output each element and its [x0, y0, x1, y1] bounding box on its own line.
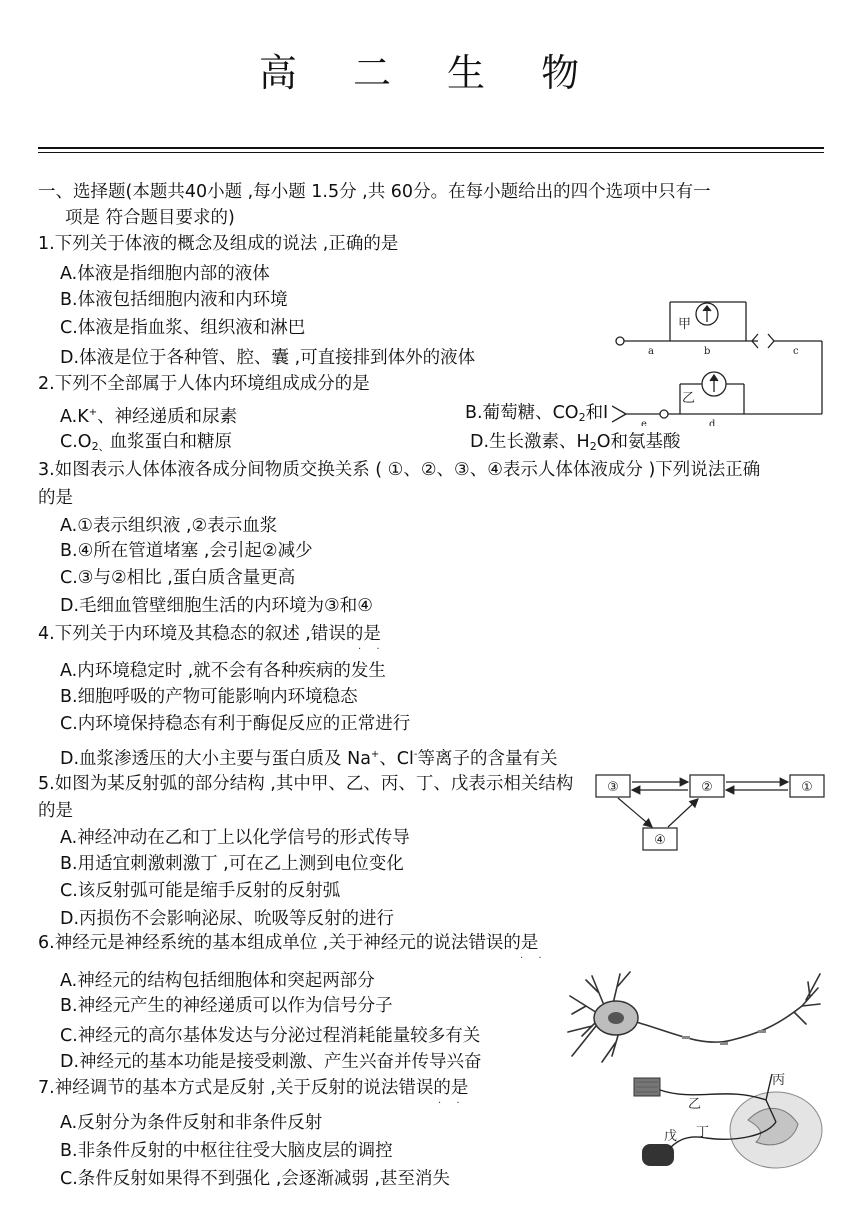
label-d: d — [709, 419, 716, 426]
q1-option-d: D.体液是位于各种管、腔、囊 ,可直接排到体外的液体 — [60, 348, 476, 368]
q4-option-d: D.血浆渗透压的大小主要与蛋白质及 Na+、Cl-等离子的含量有关 — [60, 749, 558, 769]
q5-stem-cont: 的是 — [38, 801, 73, 821]
emphasis-dots: · · — [358, 644, 386, 655]
q5-option-b: B.用适宜刺激刺激丁 ,可在乙上测到电位变化 — [60, 854, 404, 874]
q4-option-c: C.内环境保持稳态有利于酶促反应的正常进行 — [60, 714, 411, 734]
label-b: b — [704, 346, 711, 357]
q2-option-c: $C.O_{2、}$血浆蛋白和糖原 — [60, 432, 233, 453]
q7-stem: 7.神经调节的基本方式是反射 ,关于反射的说法错误的是 — [38, 1078, 469, 1098]
q3-stem: 3.如图表示人体体液各成分间物质交换关系 ( ①、②、③、④表示人体体液成分 )下列说法正确 — [38, 460, 761, 480]
nerve-circuit-figure — [612, 296, 826, 426]
neuron-figure — [562, 966, 824, 1076]
label-e: e — [641, 419, 647, 426]
q1-stem: 1.下列关于体液的概念及组成的说法 ,正确的是 — [38, 234, 399, 254]
q1-option-c: C.体液是指血浆、组织液和淋巴 — [60, 318, 306, 338]
q2-option-a: A.K+、神经递质和尿素 — [60, 407, 238, 427]
title-rule-thick — [38, 147, 824, 149]
q6-option-a: A.神经元的结构包括细胞体和突起两部分 — [60, 971, 375, 991]
q6-option-c: C.神经元的高尔基体发达与分泌过程消耗能量较多有关 — [60, 1026, 481, 1046]
fluid-label-2: ② — [701, 780, 713, 795]
fiber-end-circle — [616, 337, 624, 345]
label-jia: 甲 — [678, 317, 692, 332]
emphasis-dots: · · — [520, 953, 548, 964]
q3-stem-cont: 的是 — [38, 488, 73, 508]
nucleus — [608, 1012, 624, 1024]
q3-option-c: C.③与②相比 ,蛋白质含量更高 — [60, 568, 296, 588]
q1-option-a: A.体液是指细胞内部的液体 — [60, 264, 270, 284]
q2-option-b: B.葡萄糖、$CO_2$和Ⅰ — [465, 403, 609, 424]
title-rule-thin — [38, 152, 824, 153]
q2-option-d: D.生长激素、$H_2O$和氨基酸 — [470, 432, 681, 453]
section-heading: 一、选择题(本题共40小题 ,每小题 1.5分 ,共 60分。在每小题给出的四个选项中只有一 — [38, 182, 711, 202]
q5-option-d: D.丙损伤不会影响泌尿、吮吸等反射的进行 — [60, 909, 395, 929]
q3-option-a: A.①表示组织液 ,②表示血浆 — [60, 516, 278, 536]
q1-option-b: B.体液包括细胞内液和内环境 — [60, 290, 288, 310]
label-yi: 乙 — [688, 1097, 702, 1112]
q4-option-b: B.细胞呼吸的产物可能影响内环境稳态 — [60, 687, 358, 707]
q6-option-d: D.神经元的基本功能是接受刺激、产生兴奋并传导兴奋 — [60, 1052, 482, 1072]
label-a: a — [648, 346, 654, 357]
q4-option-a: A.内环境稳定时 ,就不会有各种疾病的发生 — [60, 661, 386, 681]
body-fluid-exchange-figure — [594, 770, 826, 854]
section-heading-cont: 项是 符合题目要求的) — [65, 208, 235, 228]
fluid-label-1: ① — [801, 780, 813, 795]
q7-option-b: B.非条件反射的中枢往往受大脑皮层的调控 — [60, 1141, 393, 1161]
q7-option-a: A.反射分为条件反射和非条件反射 — [60, 1113, 323, 1133]
reflex-arc-figure — [626, 1072, 826, 1172]
q3-option-d: D.毛细血管壁细胞生活的内环境为③和④ — [60, 596, 373, 616]
label-yi: 乙 — [682, 391, 696, 406]
fluid-label-3: ③ — [607, 780, 619, 795]
effector-muscle — [642, 1144, 674, 1166]
page-title: 高 二 生 物 — [258, 51, 602, 95]
q6-stem: 6.神经元是神经系统的基本组成单位 ,关于神经元的说法错误的是 — [38, 933, 539, 953]
q7-option-c: C.条件反射如果得不到强化 ,会逐渐减弱 ,甚至消失 — [60, 1169, 451, 1189]
q2-stem: 2.下列不全部属于人体内环境组成成分的是 — [38, 374, 370, 394]
label-bing: 丙 — [772, 1073, 786, 1088]
emphasis-dots: · · — [438, 1098, 466, 1109]
q5-option-a: A.神经冲动在乙和丁上以化学信号的形式传导 — [60, 828, 410, 848]
q4-stem: 4.下列关于内环境及其稳态的叙述 ,错误的是 — [38, 624, 381, 644]
q5-option-c: C.该反射弧可能是缩手反射的反射弧 — [60, 881, 341, 901]
label-wu: 戊 — [664, 1129, 678, 1144]
q3-option-b: B.④所在管道堵塞 ,会引起②减少 — [60, 541, 313, 561]
label-ding: 丁 — [696, 1125, 710, 1140]
q5-stem: 5.如图为某反射弧的部分结构 ,其中甲、乙、丙、丁、戊表示相关结构 — [38, 774, 574, 794]
fluid-label-4: ④ — [654, 833, 666, 848]
q6-option-b: B.神经元产生的神经递质可以作为信号分子 — [60, 996, 393, 1016]
label-c: c — [793, 346, 799, 357]
